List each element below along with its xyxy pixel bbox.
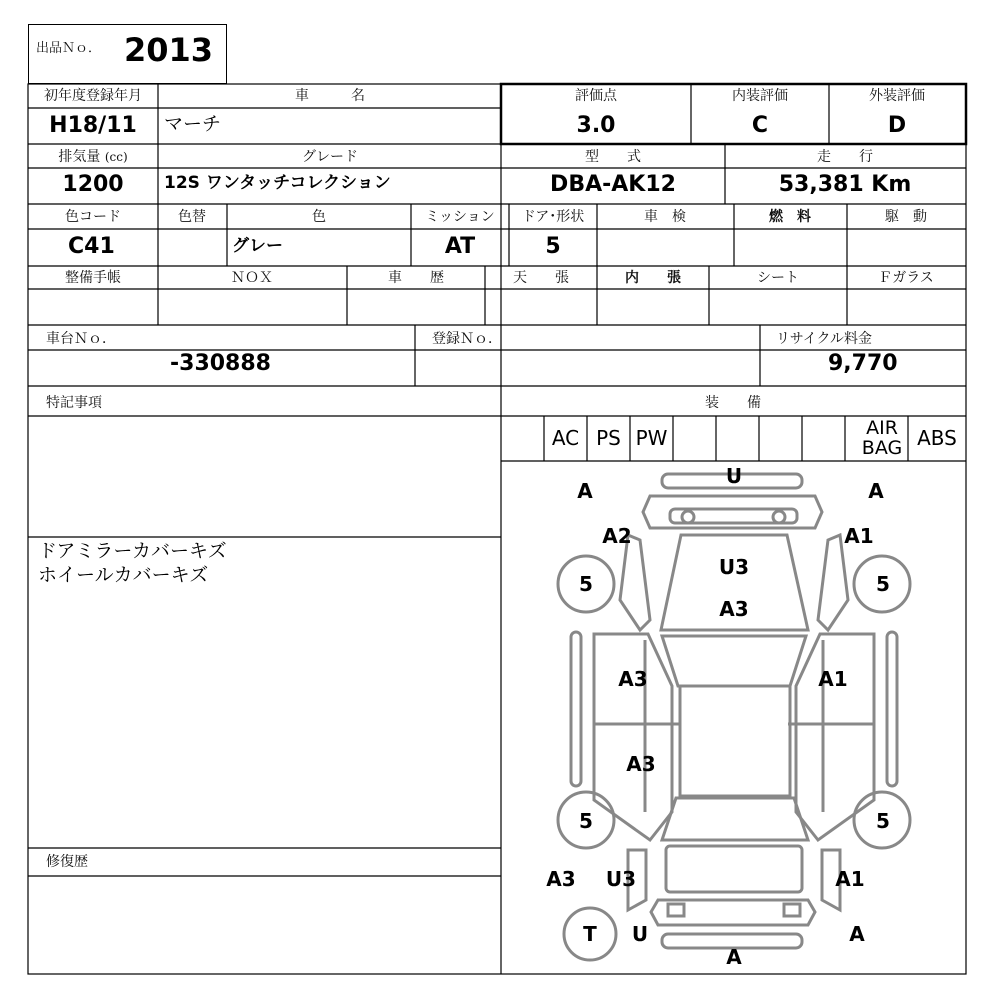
model-label: 型 式: [585, 149, 641, 165]
repair-history-label: 修復歴: [46, 854, 88, 870]
fuel-label: 燃 料: [769, 209, 811, 225]
car-name-value: マーチ: [164, 113, 222, 135]
chassis-number-label: 車台Ｎｏ．: [46, 331, 116, 347]
drive-label: 駆 動: [885, 209, 927, 225]
mission-label: ミッション: [425, 209, 495, 225]
equipment-pw: PW: [635, 426, 668, 450]
displacement-label-text: 排気量: [58, 149, 101, 165]
nox-label: ＮＯＸ: [231, 270, 273, 286]
note-line: ホイールカバーキズ: [38, 564, 209, 586]
mark-front-left: A: [577, 479, 593, 503]
exterior-grade-label: 外装評価: [869, 88, 925, 104]
seat-label: シート: [757, 270, 799, 286]
mark-wheel-fl: 5: [579, 572, 593, 596]
color-label: 色: [312, 209, 326, 225]
mileage-value: 53,381 Km: [778, 172, 912, 197]
mileage-label: 走 行: [817, 149, 873, 165]
equipment-abs: ABS: [917, 426, 957, 450]
mark-door-fl: A3: [618, 667, 648, 691]
headliner-label: 天 張: [513, 270, 569, 286]
mark-rear-u3: U3: [605, 867, 637, 891]
recycle-fee-label: リサイクル料金: [776, 331, 873, 347]
front-glass-label: Ｆガラス: [878, 270, 934, 286]
interior-grade-label: 内装評価: [732, 88, 788, 104]
equipment-ac: AC: [551, 426, 580, 450]
color-value: グレー: [232, 236, 283, 256]
mark-wheel-rr: 5: [876, 809, 890, 833]
displacement-value: 1200: [62, 172, 124, 197]
color-code-label: 色コード: [65, 209, 121, 225]
score-value: 3.0: [576, 113, 616, 138]
chassis-number-value: -330888: [170, 351, 271, 376]
equipment-label: 装 備: [705, 395, 761, 411]
mark-front-top: U: [725, 464, 743, 488]
mark-hood-a3: A3: [719, 597, 749, 621]
vehicle-history-label: 車 歴: [388, 270, 444, 286]
repaint-label: 色替: [178, 209, 206, 225]
mark-rear-a-right: A: [849, 922, 865, 946]
reg-date-label: 初年度登録年月: [44, 88, 142, 104]
grade-label: グレード: [302, 149, 358, 165]
reg-date-value: H18/11: [49, 113, 137, 138]
color-code-value: C41: [68, 234, 115, 259]
notes-label: 特記事項: [46, 395, 102, 411]
grade-value: 12S ワンタッチコレクション: [164, 173, 391, 193]
inspection-label: 車 検: [644, 209, 686, 225]
door-value: 5: [545, 234, 561, 259]
note-line: ドアミラーカバーキズ: [38, 540, 227, 562]
mark-front-right: A: [868, 479, 884, 503]
mark-wheel-rl: 5: [579, 809, 593, 833]
door-label: ドア･形状: [521, 209, 585, 225]
mark-door-rl: A3: [626, 752, 656, 776]
displacement-unit: (cc): [104, 150, 128, 164]
interior-grade-value: C: [751, 113, 769, 138]
mark-rear-bottom: A: [726, 945, 742, 969]
mark-hood-left: A2: [602, 524, 632, 548]
equipment-airbag: AIR BAG: [861, 417, 903, 459]
model-value: DBA-AK12: [550, 172, 676, 197]
mark-hood-right: A1: [844, 524, 874, 548]
mission-value: AT: [444, 234, 476, 259]
mark-rear-u: U: [631, 922, 649, 946]
mark-wheel-fr: 5: [876, 572, 890, 596]
mark-spare-tire: T: [583, 922, 597, 946]
recycle-fee-value: 9,770: [828, 351, 898, 376]
mark-rear-right: A1: [835, 867, 865, 891]
interior-trim-label: 内 張: [625, 270, 681, 286]
equipment-ps: PS: [596, 426, 621, 450]
mark-rear-left: A3: [546, 867, 576, 891]
car-name-label: 車 名: [295, 88, 365, 104]
lot-number-label: 出品Ｎｏ．: [36, 41, 102, 56]
lot-number: 2013: [124, 31, 214, 69]
score-label: 評価点: [575, 88, 617, 104]
exterior-grade-value: D: [887, 113, 907, 138]
registration-number-label: 登録Ｎｏ．: [432, 331, 502, 347]
mark-hood-u3: U3: [718, 555, 750, 579]
maintenance-record-label: 整備手帳: [65, 270, 121, 286]
mark-door-fr: A1: [818, 667, 848, 691]
